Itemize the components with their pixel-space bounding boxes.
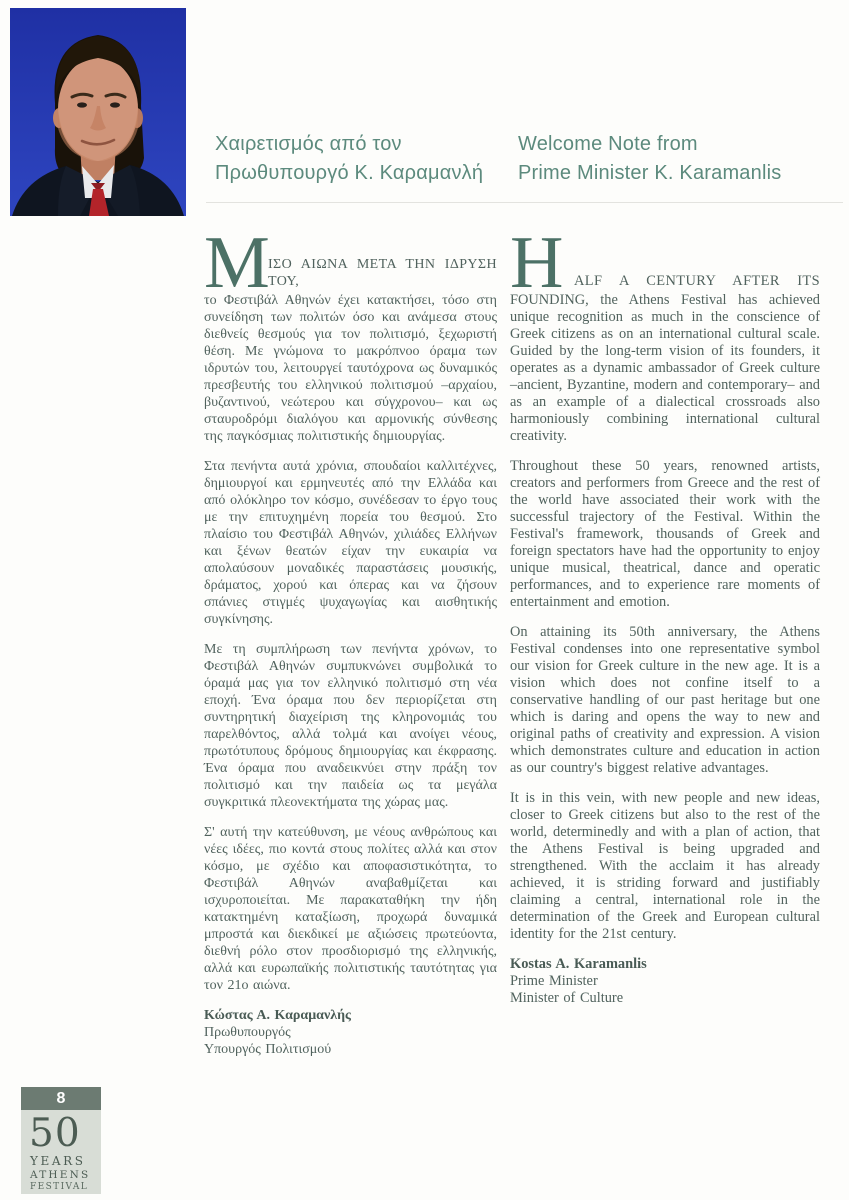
logo-years-label: YEARS xyxy=(30,1154,86,1168)
greek-lead-caps: ΙΣΟ ΑΙΩΝΑ ΜΕΤΑ ΤΗΝ ΙΔΡΥΣΗ ΤΟΥ, xyxy=(268,257,497,289)
logo-number-50: 50 xyxy=(29,1111,81,1156)
english-drop-cap: H xyxy=(510,222,564,304)
page-number: 8 xyxy=(56,1089,66,1107)
greek-signature xyxy=(204,1007,497,1058)
greek-paragraph-3: Με τη συμπλήρωση των πενήντα χρόνων, το Φεστιβάλ Αθηνών συμπυκνώνει συμβολικά το όραμά μας για τον ελληνικό πολιτισμό στη νέα εποχή. Ένα όραμα που δεν περιορίζεται στη συντηρητική διαχείριση της κληρονομιάς του παρελθόντος, αλλά τολμά και ανοίγει νέους, πρωτότυπους δρόμους δημιουργίας και έκφρασης. Ένα όραμα που αναδεικνύει στην πράξη τον πολιτισμό και την παιδεία ως τα μεγάλα συγκριτικά πλεονεκτήματα της χώρας μας. xyxy=(204,642,497,810)
greek-paragraph-2: Στα πενήντα αυτά χρόνια, σπουδαίοι καλλιτέχνες, δημιουργοί και ερμηνευτές από την Ελλάδα και από ολόκληρο τον κόσμο, συνέδεσαν το έργο τους με την επιτυχημένη πορεία του θεσμού. Στο πλαίσιο του Φεστιβάλ Αθηνών, χιλιάδες Ελλήνων και ξένων θεατών είχαν την ευκαιρία να απολαύσουν μοναδικές παραστάσεις μουσικής, δράματος, χορού και όπερας και να ζήσουν σπάνιες στιγμές ψυχαγωγίας και αισθητικής συγκίνησης. xyxy=(204,459,497,627)
english-title xyxy=(518,130,781,188)
english-lead-line xyxy=(510,222,820,304)
greek-paragraph-1: το Φεστιβάλ Αθηνών έχει κατακτήσει, τόσο στη συνείδηση των πολιτών όσο και ανάμεσα στους διεθνείς θεσμούς για τον πολιτισμό, ξεχωριστή θέση. Με γνώμονα το μακρόπνοο όραμα των ιδρυτών του, λειτουργεί ταυτόχρονα ως δυναμικός πρεσβευτής του ελληνικού πολιτισμού –αρχαίου, βυζαντινού, νεώτερου και σύγχρονου– και ως σταυροδρόμι διαλόγου και αρμονικής σύνθεσης της παγκόσμιας πολιτιστικής δημιουργίας. xyxy=(204,293,497,444)
greek-drop-cap: Μ xyxy=(204,222,270,304)
eye xyxy=(77,102,87,107)
greek-paragraph-4: Σ' αυτή την κατεύθυνση, με νέους ανθρώπους και νέες ιδέες, πιο κοντά στους πολίτες αλλά και στον κόσμο, με σχέδιο και αποφασιστικότητα, το Φεστιβάλ Αθηνών αναβαθμίζεται και ισχυροποιείται. Με παρακαταθήκη την ήδη κατακτημένη καταξίωση, προχωρά δυναμικά μπροστά και διεκδικεί με αξιώσεις πρωτεύοντα, διεθνή ρόλο στον προσδιορισμό της ελληνικής, αλλά και ευρωπαϊκής πολιτιστικής ταυτότητας για τον 21ο αιώνα. xyxy=(204,825,497,993)
english-paragraph-3: On attaining its 50th anniversary, the Athens Festival condenses into one representative symbol our vision for Greek culture in the new age. It is a vision which does not confine itself to a conservative handling of our past heritage but one which is daring and opens the way to new and original paths of creativity and expression. A vision which demonstrates culture and education in action as our country's biggest relative advantages. xyxy=(510,624,820,776)
english-signature-role-2: Minister of Culture xyxy=(510,990,624,1006)
english-title-line1: Welcome Note from xyxy=(518,133,698,155)
english-lead-caps: ALF A CENTURY AFTER ITS xyxy=(574,273,820,289)
greek-signature-name: Κώστας Α. Καραμανλής xyxy=(204,1008,351,1023)
logo-festival-label: FESTIVAL xyxy=(30,1182,89,1192)
english-paragraph-4: It is in this vein, with new people and new ideas, closer to Greek citizens but also to the rest of the world, determinedly and with a plan of action, that the Athens Festival is being upgraded and strengthened. With the acclaim it has already achieved, it is striding forward and justifiably claiming a central, international role in the determination of the Greek and European cultural identity for the 21st century. xyxy=(510,790,820,942)
greek-title-line1: Χαιρετισμός από τον xyxy=(215,133,402,155)
greek-title-line2: Πρωθυπουργό Κ. Καραμανλή xyxy=(215,162,484,184)
greek-signature-role-1: Πρωθυπουργός xyxy=(204,1025,291,1040)
festival-logo xyxy=(21,1110,101,1194)
english-signature-role-1: Prime Minister xyxy=(510,973,598,989)
greek-lead-line xyxy=(204,222,497,304)
greek-title xyxy=(215,130,483,188)
greek-column xyxy=(204,222,497,1058)
english-title-line2: Prime Minister K. Karamanlis xyxy=(518,162,782,184)
english-paragraph-2: Throughout these 50 years, renowned artists, creators and performers from Greece and the rest of the world have associated their work with the successful trajectory of the Festival. Within the Festival's framework, thousands of Greek and foreign spectators have had the opportunity to enjoy unique musical, theatrical, dance and operatic performances, and to experience rare moments of entertainment and emotion. xyxy=(510,458,820,610)
english-signature-name: Kostas A. Karamanlis xyxy=(510,956,647,972)
eye xyxy=(110,102,120,107)
english-column xyxy=(510,222,820,1007)
greek-signature-role-2: Υπουργός Πολιτισμού xyxy=(204,1042,332,1057)
page-number-box xyxy=(21,1087,101,1110)
prime-minister-photo xyxy=(10,8,186,216)
logo-athens-label: ATHENS xyxy=(30,1169,91,1181)
header-divider xyxy=(206,202,843,203)
english-paragraph-1: FOUNDING, the Athens Festival has achieved unique recognition as much in the conscience of Greek citizens as on an international cultural scale. Guided by the long-term vision of its founders, it operates as a dynamic ambassador of Greek culture –ancient, Byzantine, modern and contemporary– and as an example of a dialectical crossroads also harmoniously combining international cultural creativity. xyxy=(510,292,820,444)
english-signature xyxy=(510,956,820,1007)
